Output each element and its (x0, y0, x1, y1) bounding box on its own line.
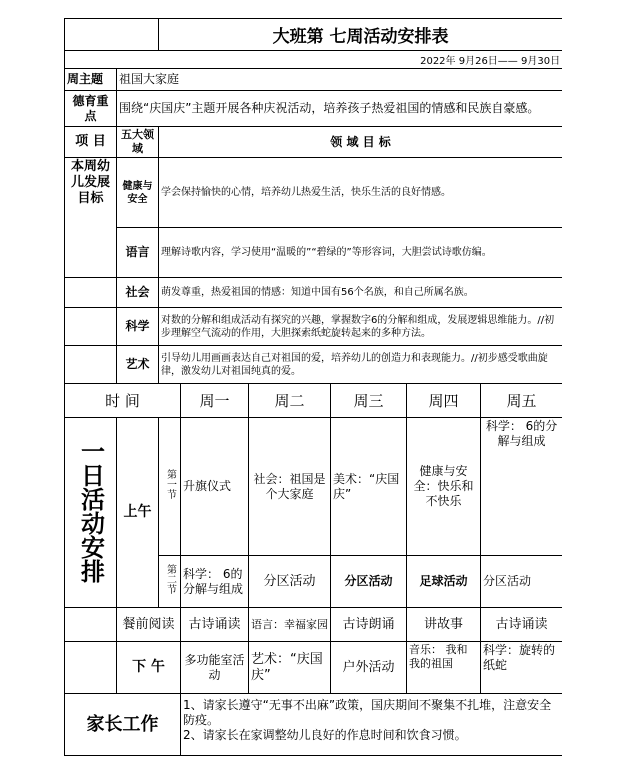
moral-value: 围绕“庆国庆”主题开展各种庆祝活动，培养孩子热爱祖国的情感和民族自豪感。 (117, 91, 563, 127)
daily-label-cell (65, 418, 117, 608)
afternoon-blank-cell (65, 642, 117, 694)
header-goal: 领 域 目 标 (159, 127, 563, 158)
reading-activity: 讲故事 (407, 608, 481, 642)
period2-activity: 足球活动 (407, 556, 481, 608)
reading-label: 餐前阅读 (117, 608, 181, 642)
goals-blank-cell (65, 308, 117, 346)
reading-activity: 古诗诵读 (481, 608, 563, 642)
goal-domain: 社会 (117, 278, 159, 308)
period1-activity: 社会：祖国是个大家庭 (249, 418, 331, 556)
moral-label: 德育重点 (65, 91, 117, 127)
schedule-table (64, 18, 562, 756)
reading-blank-cell (65, 608, 117, 642)
reading-activity: 古诗朗诵 (331, 608, 407, 642)
goal-text: 萌发尊重，热爱祖国的情感：知道中国有56个名族，和自己所属名族。 (159, 278, 563, 308)
day-header: 周三 (331, 384, 407, 418)
period1-activity: 科学： 6的分解与组成 (481, 418, 563, 556)
day-header: 周五 (481, 384, 563, 418)
period1-activity: 升旗仪式 (181, 418, 249, 556)
period2-activity: 分区活动 (481, 556, 563, 608)
period2-label: 第二节 (164, 564, 176, 594)
parents-note-line: 1、请家长遵守“无事不出麻”政策，国庆期间不聚集不扎堆，注意安全防疫。 (183, 698, 552, 727)
parents-notes (181, 694, 563, 756)
afternoon-activity: 户外活动 (331, 642, 407, 694)
afternoon-activity: 音乐： 我和我的祖国 (407, 642, 481, 694)
morning-label: 上午 (117, 418, 159, 608)
goals-label: 本周幼儿发展目标 (65, 158, 117, 278)
afternoon-activity: 多功能室活动 (181, 642, 249, 694)
reading-activity: 古诗诵读 (181, 608, 249, 642)
period1-activity: 美术：“庆国庆” (331, 418, 407, 556)
parents-note-line: 2、请家长在家调整幼儿良好的作息时间和饮食习惯。 (183, 728, 467, 742)
goal-text: 对数的分解和组成活动有探究的兴趣，掌握数字6的分解和组成，发展逻辑思维能力。//初步理解空气流动的作用，大胆探索纸蛇旋转起来的多种方法。 (159, 308, 563, 346)
goal-domain: 健康与安全 (117, 158, 159, 228)
goal-text: 引导幼儿用画画表达自己对祖国的爱，培养幼儿的创造力和表现能力。//初步感受歌曲旋律，激发幼儿对祖国纯真的爱。 (159, 346, 563, 384)
header-domains: 五大领域 (117, 127, 159, 158)
afternoon-activity: 艺术：“庆国庆” (249, 642, 331, 694)
date-range: 2022年 9月26日—— 9月30日 (65, 51, 563, 69)
page-title: 大班第 七周活动安排表 (159, 19, 563, 51)
goal-domain: 科学 (117, 308, 159, 346)
theme-label: 周主题 (65, 69, 117, 91)
afternoon-activity: 科学：旋转的纸蛇 (481, 642, 563, 694)
goal-text: 学会保持愉快的心情，培养幼儿热爱生活，快乐生活的良好情感。 (159, 158, 563, 228)
title-blank-cell (65, 19, 159, 51)
day-header: 周一 (181, 384, 249, 418)
day-header: 周二 (249, 384, 331, 418)
period2-activity: 分区活动 (331, 556, 407, 608)
parents-label: 家长工作 (65, 694, 181, 756)
period2-activity: 分区活动 (249, 556, 331, 608)
time-label: 时 间 (65, 384, 181, 418)
goal-text: 理解诗歌内容，学习使用“温暖的”“碧绿的”等形容词，大胆尝试诗歌仿编。 (159, 228, 563, 278)
reading-activity: 语言：幸福家园 (249, 608, 331, 642)
afternoon-label: 下 午 (117, 642, 181, 694)
header-item: 项 目 (65, 127, 117, 158)
goals-blank-cell (65, 278, 117, 308)
day-header: 周四 (407, 384, 481, 418)
goals-blank-cell (65, 346, 117, 384)
period1-label-cell (159, 418, 181, 556)
goal-domain: 语言 (117, 228, 159, 278)
schedule-document (64, 18, 562, 759)
period1-label: 第一节 (164, 469, 176, 499)
goal-domain: 艺术 (117, 346, 159, 384)
theme-value: 祖国大家庭 (117, 69, 563, 91)
period2-label-cell (159, 556, 181, 608)
daily-label: 一日活动安排 (76, 438, 105, 583)
period2-activity: 科学： 6的分解与组成 (181, 556, 249, 608)
period1-activity: 健康与安全：快乐和不快乐 (407, 418, 481, 556)
